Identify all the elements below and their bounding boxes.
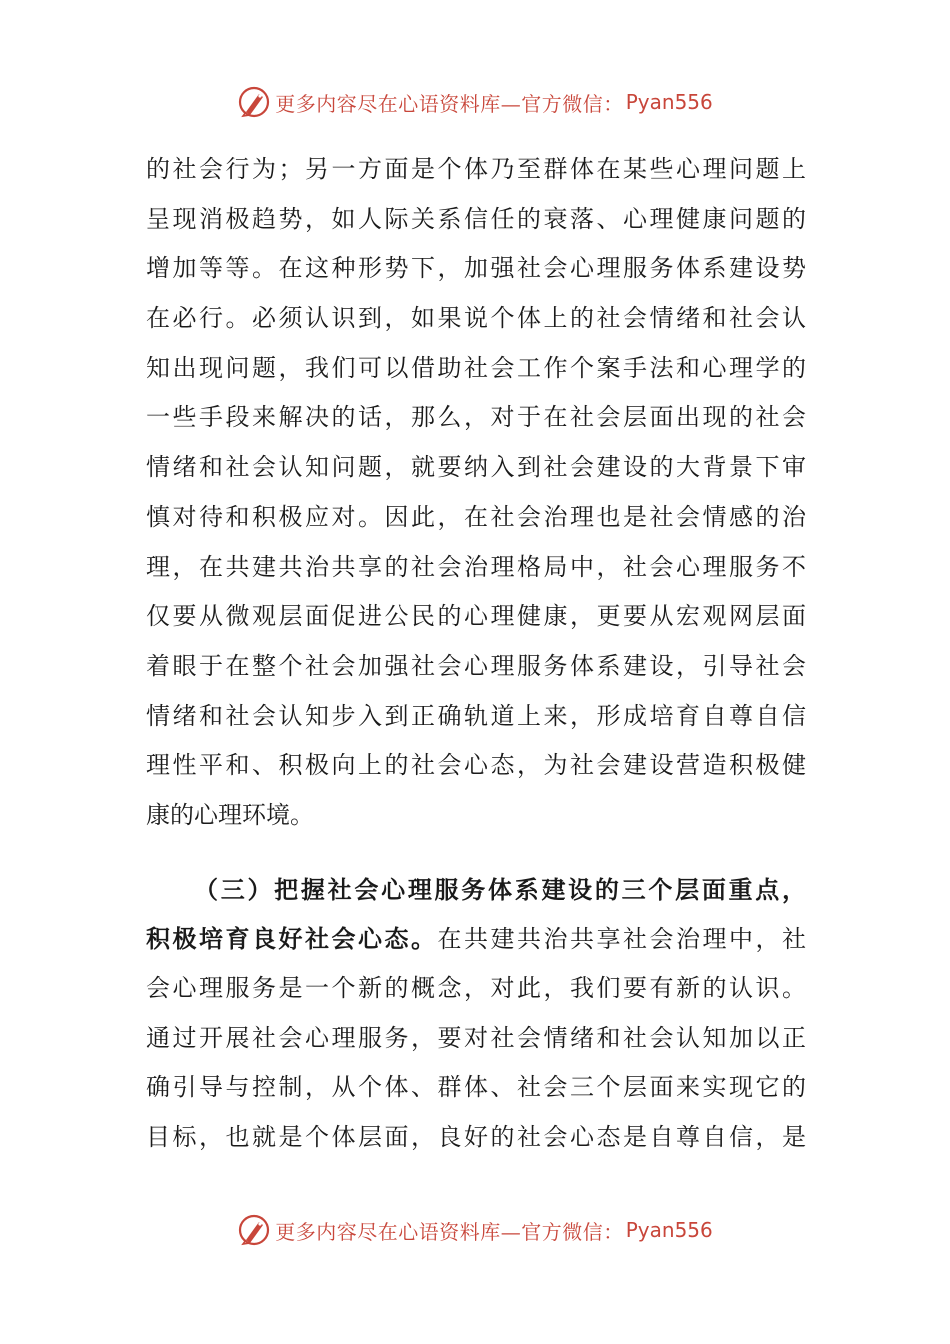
text-line: 知出现问题，我们可以借助社会工作个案手法和心理学的 bbox=[146, 353, 806, 382]
pen-nib-icon bbox=[237, 85, 271, 119]
text-line: 的社会行为；另一方面是个体乃至群体在某些心理问题上 bbox=[146, 155, 806, 183]
text-line: 通过开展社会心理服务，要对社会情绪和社会认知加以正 bbox=[146, 1023, 806, 1052]
text-line: 一些手段来解决的话，那么，对于在社会层面出现的社会 bbox=[146, 403, 806, 432]
document-body bbox=[146, 145, 806, 1163]
text-line: 情绪和社会认知步入到正确轨道上来，形成培育自尊自信 bbox=[146, 701, 806, 730]
text-span: 在共建共治共享社会治理中，社 bbox=[437, 925, 806, 954]
text-line: 理性平和、积极向上的社会心态，为社会建设营造积极健 bbox=[146, 751, 806, 780]
watermark-wechat-id: Pyan556 bbox=[625, 1218, 713, 1242]
text-line: 慎对待和积极应对。因此，在社会治理也是社会情感的治 bbox=[146, 502, 806, 531]
text-line: 确引导与控制，从个体、群体、社会三个层面来实现它的 bbox=[146, 1073, 806, 1102]
text-line: 在必行。必须认识到，如果说个体上的社会情绪和社会认 bbox=[146, 304, 806, 333]
text-line bbox=[146, 914, 806, 964]
text-line: 呈现消极趋势，如人际关系信任的衰落、心理健康问题的 bbox=[146, 204, 806, 233]
paragraph-gap bbox=[146, 841, 806, 865]
section-heading-continued: 积极培育良好社会心态。 bbox=[146, 924, 438, 954]
text-line: 增加等等。在这种形势下，加强社会心理服务体系建设势 bbox=[146, 254, 806, 283]
text-line: 目标，也就是个体层面，良好的社会心态是自尊自信，是 bbox=[146, 1123, 806, 1152]
watermark-text: 更多内容尽在心语资料库—官方微信： bbox=[275, 91, 624, 116]
watermark-text: 更多内容尽在心语资料库—官方微信： bbox=[275, 1219, 624, 1244]
footer-watermark bbox=[0, 1210, 950, 1250]
text-line: 康的心理环境。 bbox=[146, 800, 314, 829]
pen-nib-icon bbox=[237, 1213, 271, 1247]
header-watermark bbox=[0, 82, 950, 122]
text-line: 情绪和社会认知问题，就要纳入到社会建设的大背景下审 bbox=[146, 453, 806, 482]
section-heading: （三）把握社会心理服务体系建设的三个层面重点， bbox=[194, 874, 806, 904]
text-line: 理，在共建共治共享的社会治理格局中，社会心理服务不 bbox=[146, 552, 806, 581]
text-line: 仅要从微观层面促进公民的心理健康，更要从宏观网层面 bbox=[146, 602, 806, 631]
watermark-wechat-id: Pyan556 bbox=[625, 90, 713, 114]
paragraph-1 bbox=[146, 145, 806, 841]
paragraph-2 bbox=[146, 865, 806, 1163]
text-line: 着眼于在整个社会加强社会心理服务体系建设，引导社会 bbox=[146, 651, 806, 680]
text-line: 会心理服务是一个新的概念，对此，我们要有新的认识。 bbox=[146, 974, 806, 1002]
